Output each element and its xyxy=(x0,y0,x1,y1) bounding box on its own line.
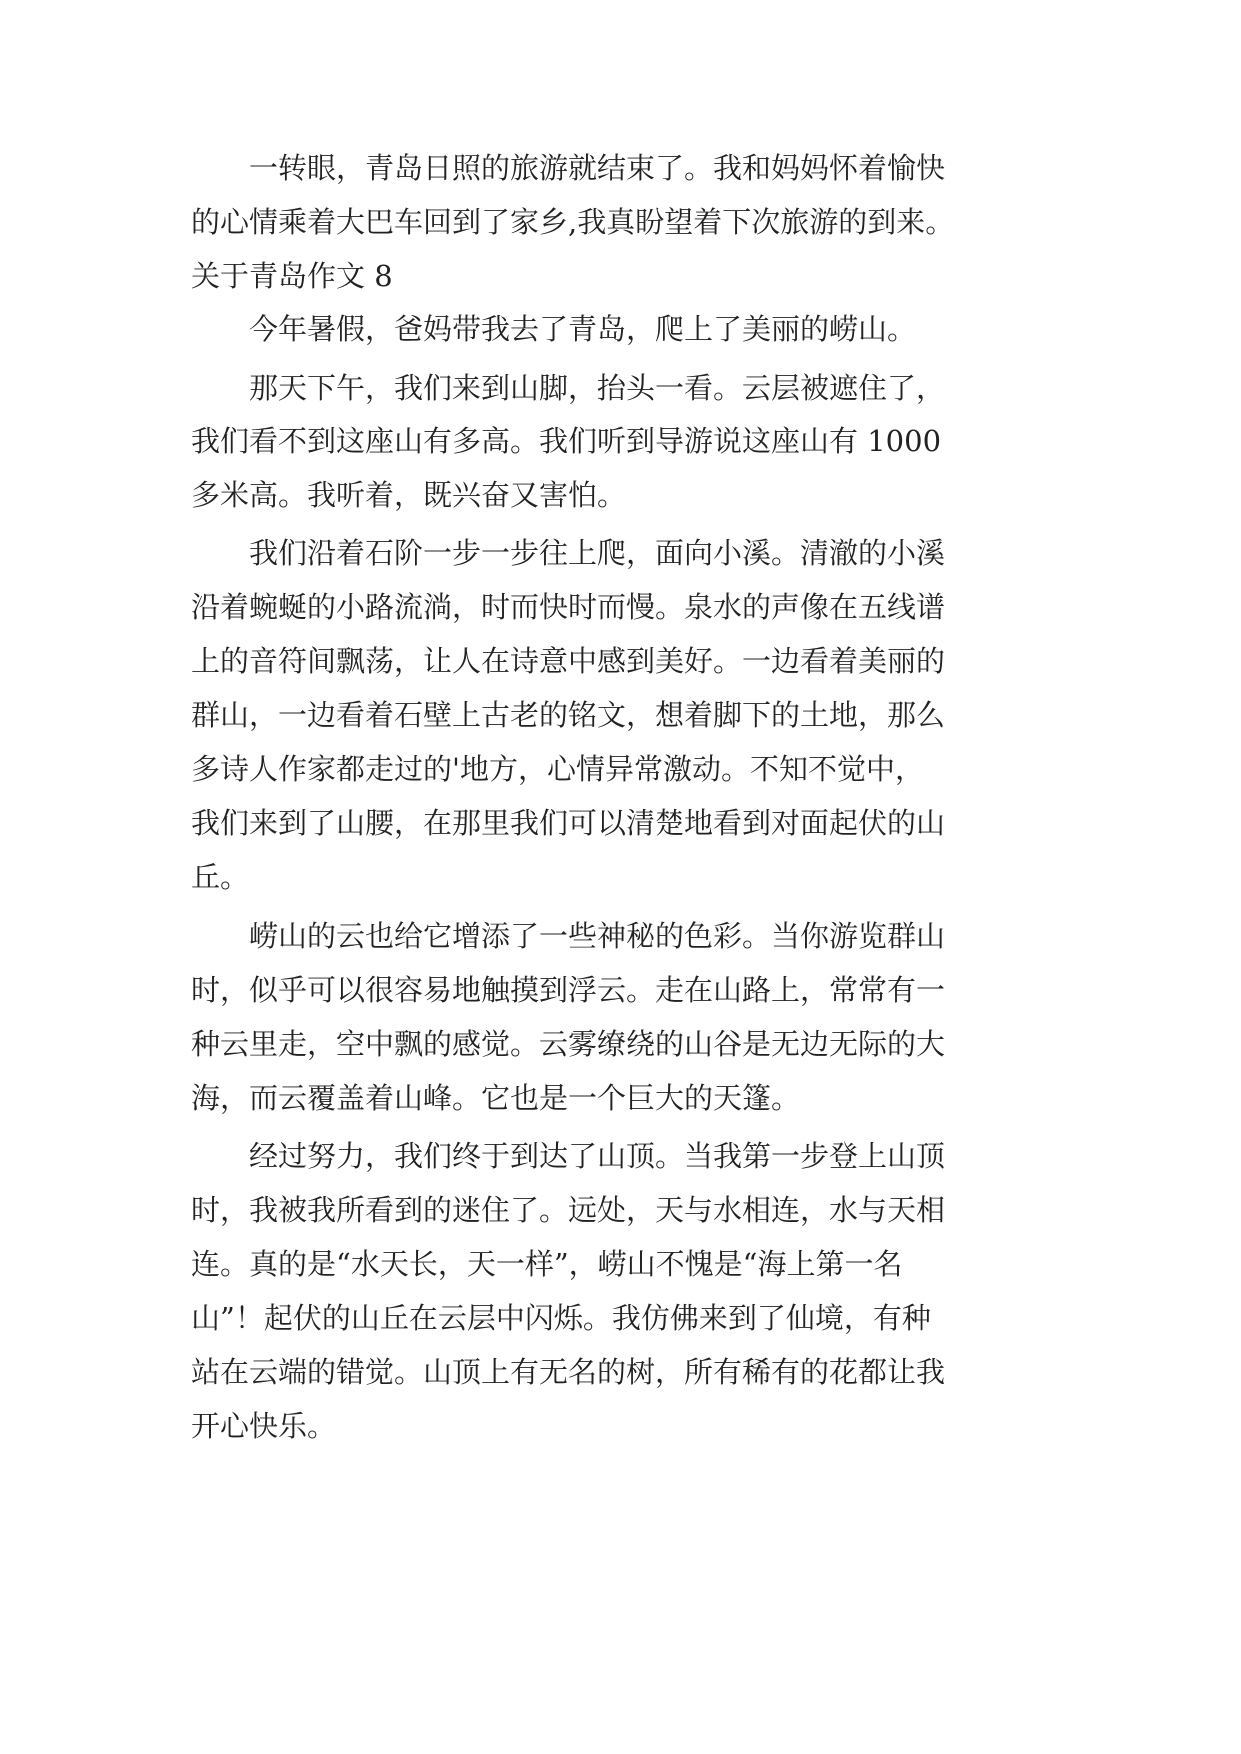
text-line: 崂山的云也给它增添了一些神秘的色彩。当你游览群山 xyxy=(191,919,946,953)
text-line: 种云里走，空中飘的感觉。云雾缭绕的山谷是无边无际的大 xyxy=(191,1027,946,1061)
text-line: 丘。 xyxy=(191,860,250,894)
text-line: 沿着蜿蜒的小路流淌，时而快时而慢。泉水的声像在五线谱 xyxy=(191,590,946,624)
text-line: 海，而云覆盖着山峰。它也是一个巨大的天篷。 xyxy=(191,1081,801,1115)
text-line: 一转眼，青岛日照的旅游就结束了。我和妈妈怀着愉快 xyxy=(191,151,946,185)
text-line: 我们看不到这座山有多高。我们听到导游说这座山有 1000 xyxy=(191,424,942,458)
text-line: 群山，一边看着石壁上古老的铭文，想着脚下的土地，那么 xyxy=(191,698,946,732)
text-line: 时，我被我所看到的迷住了。远处，天与水相连，水与天相 xyxy=(191,1193,946,1227)
text-line: 经过努力，我们终于到达了山顶。当我第一步登上山顶 xyxy=(191,1139,946,1173)
text-line: 时，似乎可以很容易地触摸到浮云。走在山路上，常常有一 xyxy=(191,973,946,1007)
text-line: 多诗人作家都走过的'地方，心情异常激动。不知不觉中， xyxy=(191,752,924,786)
section-heading: 关于青岛作文 8 xyxy=(191,259,393,293)
text-line: 今年暑假，爸妈带我去了青岛，爬上了美丽的崂山。 xyxy=(191,312,917,346)
text-line: 连。真的是“水天长，天一样”，崂山不愧是“海上第一名 xyxy=(191,1247,903,1281)
text-line: 开心快乐。 xyxy=(191,1409,337,1443)
text-line: 那天下午，我们来到山脚，抬头一看。云层被遮住了， xyxy=(191,371,946,405)
text-line: 多米高。我听着，既兴奋又害怕。 xyxy=(191,478,627,512)
text-line: 站在云端的错觉。山顶上有无名的树，所有稀有的花都让我 xyxy=(191,1355,946,1389)
text-line: 的心情乘着大巴车回到了家乡,我真盼望着下次旅游的到来。 xyxy=(191,205,955,239)
text-line: 上的音符间飘荡，让人在诗意中感到美好。一边看着美丽的 xyxy=(191,644,946,678)
text-line: 我们沿着石阶一步一步往上爬，面向小溪。清澈的小溪 xyxy=(191,536,946,570)
text-line: 我们来到了山腰，在那里我们可以清楚地看到对面起伏的山 xyxy=(191,806,946,840)
text-line: 山”！起伏的山丘在云层中闪烁。我仿佛来到了仙境，有种 xyxy=(191,1301,931,1335)
